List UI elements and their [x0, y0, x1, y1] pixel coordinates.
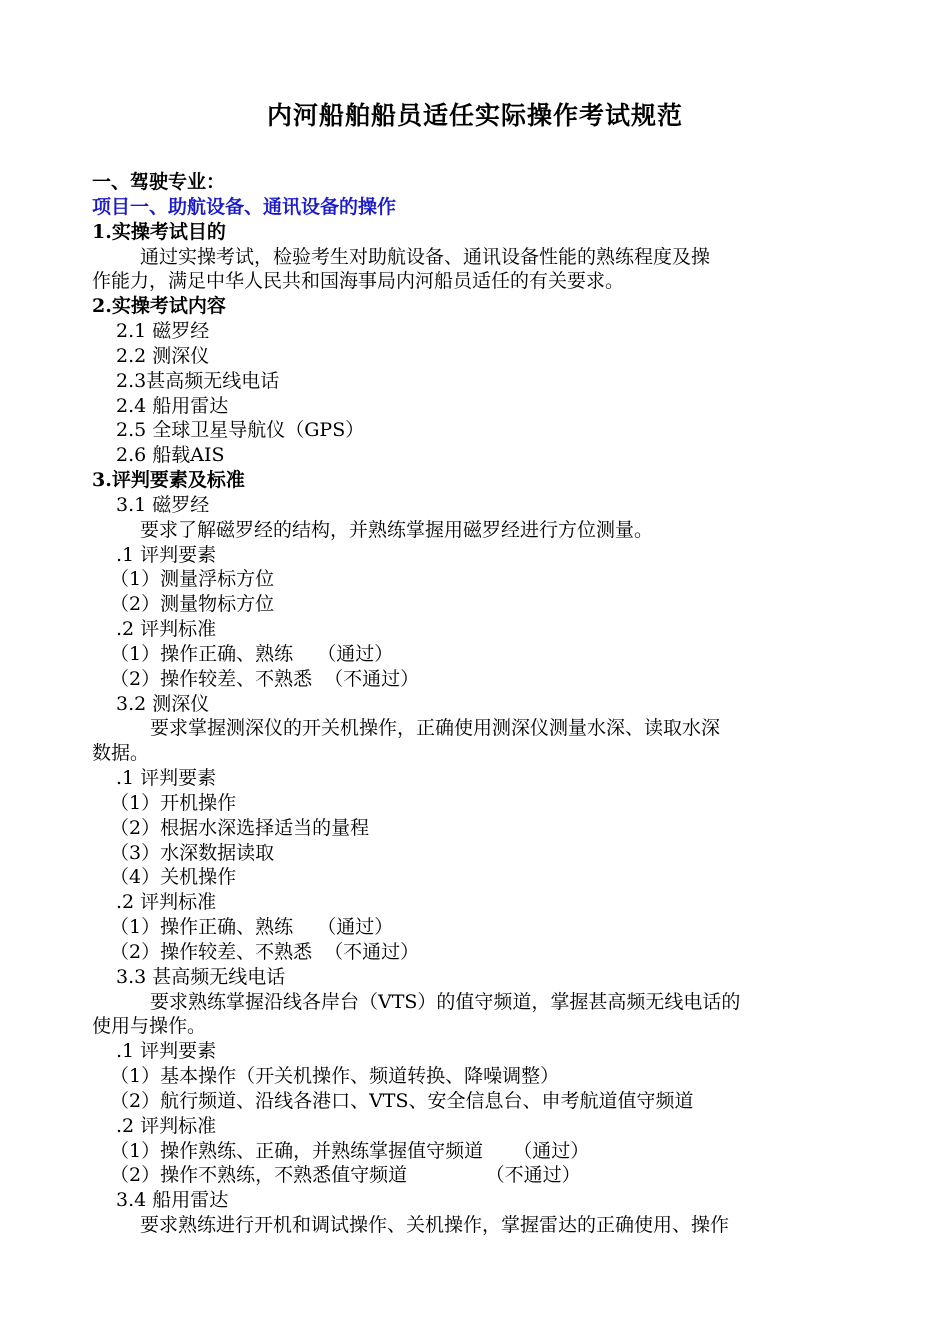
list-item: （1）测量浮标方位: [110, 568, 275, 590]
list-item: .1 评判要素: [116, 544, 217, 566]
list-item: 2.5 全球卫星导航仪（GPS）: [116, 419, 365, 441]
list-item: 2.1 磁罗经: [116, 320, 210, 342]
paragraph-line: 要求熟练掌握沿线各岸台（VTS）的值守频道，掌握甚高频无线电话的: [150, 991, 741, 1013]
section-heading: 一、驾驶专业：: [92, 171, 226, 193]
list-item: （1）操作正确、熟练 （通过）: [110, 916, 394, 938]
list-item: 2.3甚高频无线电话: [116, 370, 280, 392]
paragraph-line: 要求掌握测深仪的开关机操作，正确使用测深仪测量水深、读取水深: [150, 717, 721, 739]
list-item: 2.4 船用雷达: [116, 395, 229, 417]
document-title: 内河船舶船员适任实际操作考试规范: [266, 101, 683, 130]
paragraph-line: 要求熟练进行开机和调试操作、关机操作，掌握雷达的正确使用、操作: [140, 1214, 730, 1236]
project-heading: 项目一、助航设备、通讯设备的操作: [92, 196, 397, 218]
list-item: （1）操作熟练、正确，并熟练掌握值守频道 （通过）: [110, 1140, 590, 1162]
list-item: 3.2 测深仪: [116, 693, 210, 715]
paragraph-line: 要求了解磁罗经的结构，并熟练掌握用磁罗经进行方位测量。: [140, 519, 654, 541]
list-item: .2 评判标准: [116, 1115, 217, 1137]
list-item: （2）测量物标方位: [110, 593, 275, 615]
list-item: （2）操作较差、不熟悉 （不通过）: [110, 941, 420, 963]
list-item: .1 评判要素: [116, 1040, 217, 1062]
list-item: （3）水深数据读取: [110, 842, 275, 864]
paragraph-line: 使用与操作。: [92, 1015, 207, 1037]
list-item: （2）航行频道、沿线各港口、VTS、安全信息台、申考航道值守频道: [110, 1090, 694, 1112]
subsection-heading: 3.评判要素及标准: [92, 469, 245, 491]
list-item: 3.4 船用雷达: [116, 1189, 229, 1211]
subsection-heading: 1.实操考试目的: [92, 221, 226, 243]
list-item: （2）根据水深选择适当的量程: [110, 817, 370, 839]
list-item: 3.1 磁罗经: [116, 494, 210, 516]
list-item: （1）操作正确、熟练 （通过）: [110, 643, 394, 665]
list-item: 3.3 甚高频无线电话: [116, 966, 286, 988]
list-item: 2.2 测深仪: [116, 345, 210, 367]
list-item: .1 评判要素: [116, 767, 217, 789]
paragraph-line: 作能力，满足中华人民共和国海事局内河船员适任的有关要求。: [92, 270, 625, 292]
list-item: （2）操作较差、不熟悉 （不通过）: [110, 668, 420, 690]
paragraph-line: 数据。: [92, 742, 150, 764]
list-item: .2 评判标准: [116, 891, 217, 913]
subsection-heading: 2.实操考试内容: [92, 295, 226, 317]
list-item: （1）开机操作: [110, 792, 237, 814]
list-item: 2.6 船载AIS: [116, 444, 225, 466]
list-item: .2 评判标准: [116, 618, 217, 640]
paragraph-line: 通过实操考试，检验考生对助航设备、通讯设备性能的熟练程度及操: [140, 246, 711, 268]
list-item: （4）关机操作: [110, 866, 237, 888]
list-item: （1）基本操作（开关机操作、频道转换、降噪调整）: [110, 1065, 560, 1087]
list-item: （2）操作不熟练，不熟悉值守频道 （不通过）: [110, 1164, 581, 1186]
